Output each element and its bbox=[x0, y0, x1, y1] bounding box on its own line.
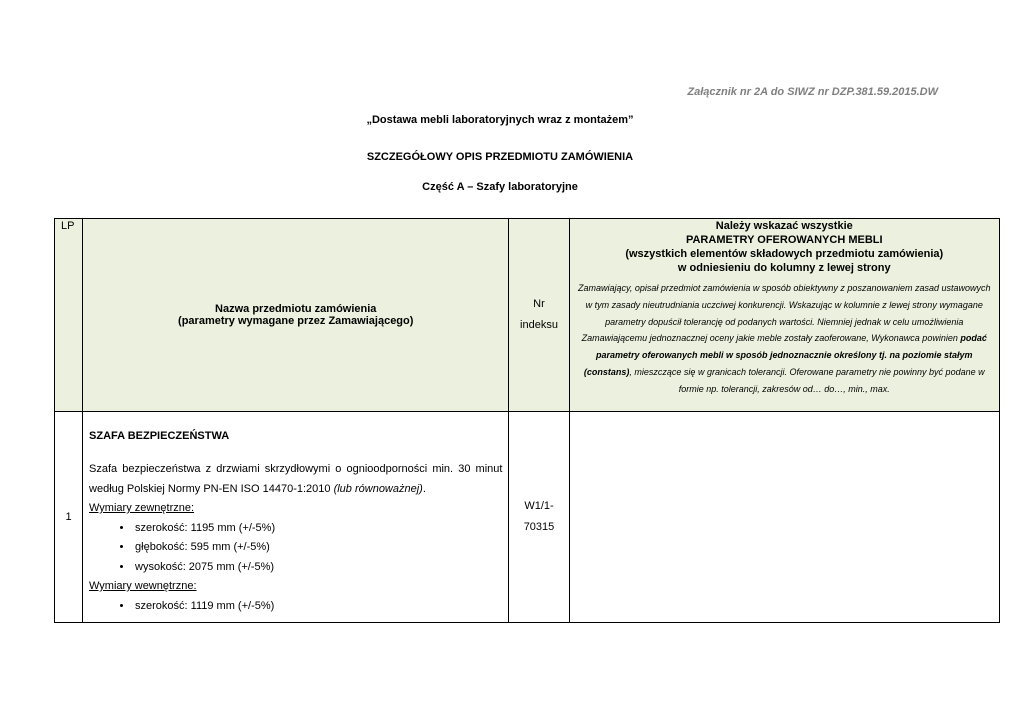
header-index-line1: Nr bbox=[533, 298, 545, 310]
part-title: Część A – Szafy laboratoryjne bbox=[422, 181, 578, 193]
row-lp: 1 bbox=[55, 412, 83, 623]
dimension-height: • wysokość: 2075 mm (+/-5%) bbox=[133, 558, 502, 578]
header-index-number bbox=[509, 219, 569, 412]
item-title: SZAFA BEZPIECZEŃSTWA bbox=[89, 430, 230, 442]
row-offered-params[interactable] bbox=[569, 412, 999, 623]
header-item-name-line1: Nazwa przedmiotu zamówienia bbox=[215, 303, 377, 315]
params-note-bold: podać parametry oferowanych mebli w sposób jednoznacznie określony tj. na poziomie stałym (constans) bbox=[583, 333, 987, 377]
header-index-line2: indeksu bbox=[520, 319, 558, 331]
header-lp: LP bbox=[55, 219, 83, 412]
header-offered-params bbox=[569, 219, 999, 412]
header-item-name bbox=[83, 219, 509, 412]
header-params-line3: (wszystkich elementów składowych przedmiotu zamówienia) bbox=[625, 248, 944, 260]
internal-dimensions-label: Wymiary wewnętrzne: bbox=[89, 580, 197, 592]
internal-dimensions-list bbox=[89, 597, 502, 617]
external-dimensions-label: Wymiary zewnętrzne: bbox=[89, 502, 195, 514]
dimension-depth: • głębokość: 595 mm (+/-5%) bbox=[133, 538, 502, 558]
item-desc-italic: (lub równoważnej) bbox=[333, 482, 423, 495]
annex-reference: Załącznik nr 2A do SIWZ nr DZP.381.59.2015.DW bbox=[687, 86, 938, 98]
index-number-line1: W1/1- bbox=[524, 500, 554, 512]
header-params-note bbox=[576, 280, 993, 398]
item-desc-end: . bbox=[422, 482, 426, 495]
table-row bbox=[55, 412, 1000, 623]
row-index-number bbox=[509, 412, 569, 623]
params-note-part2: , mieszczące się w granicach tolerancji. Oferowane parametry nie powinny być podane w formie np. tolerancji, zakresów od… do…, min., max. bbox=[629, 366, 985, 394]
row-item-description bbox=[83, 412, 509, 623]
header-item-name-line2: (parametry wymagane przez Zamawiającego) bbox=[178, 315, 414, 327]
dimension-width: • szerokość: 1195 mm (+/-5%) bbox=[133, 519, 502, 539]
item-desc-main: Szafa bezpieczeństwa z drzwiami skrzydłowymi o ognioodporności min. 30 minut według Polskiej Normy PN-EN ISO 14470-1:2010 bbox=[89, 463, 503, 495]
external-dimensions-list bbox=[89, 519, 502, 578]
document-title: SZCZEGÓŁOWY OPIS PRZEDMIOTU ZAMÓWIENIA bbox=[366, 151, 634, 163]
params-note-part1: Zamawiający, opisał przedmiot zamówienia w sposób obiektywny z poszanowaniem zasad ustawowych w tym zasady nieutrudniania uczciwej konkurencji. Wskazując w kolumnie z lewej strony wymagane parametry dopuścił tolerancję od podanych wartości. Niemniej jednak w celu umożliwienia Zamawiającemu jednoznacznej oceny jakie meble zostały zaoferowane, Wykonawca powinien bbox=[577, 283, 991, 344]
index-number-line2: 70315 bbox=[523, 521, 555, 533]
table-header-row bbox=[55, 219, 1000, 412]
header-params-line1: Należy wskazać wszystkie bbox=[715, 220, 853, 232]
header-params-line4: w odniesieniu do kolumny z lewej strony bbox=[677, 262, 891, 274]
specification-table bbox=[54, 218, 1000, 623]
internal-dimension-width: • szerokość: 1119 mm (+/-5%) bbox=[133, 597, 502, 617]
tender-title: „Dostawa mebli laboratoryjnych wraz z montażem” bbox=[366, 114, 634, 126]
header-params-line2: PARAMETRY OFEROWANYCH MEBLI bbox=[685, 234, 883, 246]
item-description bbox=[89, 460, 502, 499]
